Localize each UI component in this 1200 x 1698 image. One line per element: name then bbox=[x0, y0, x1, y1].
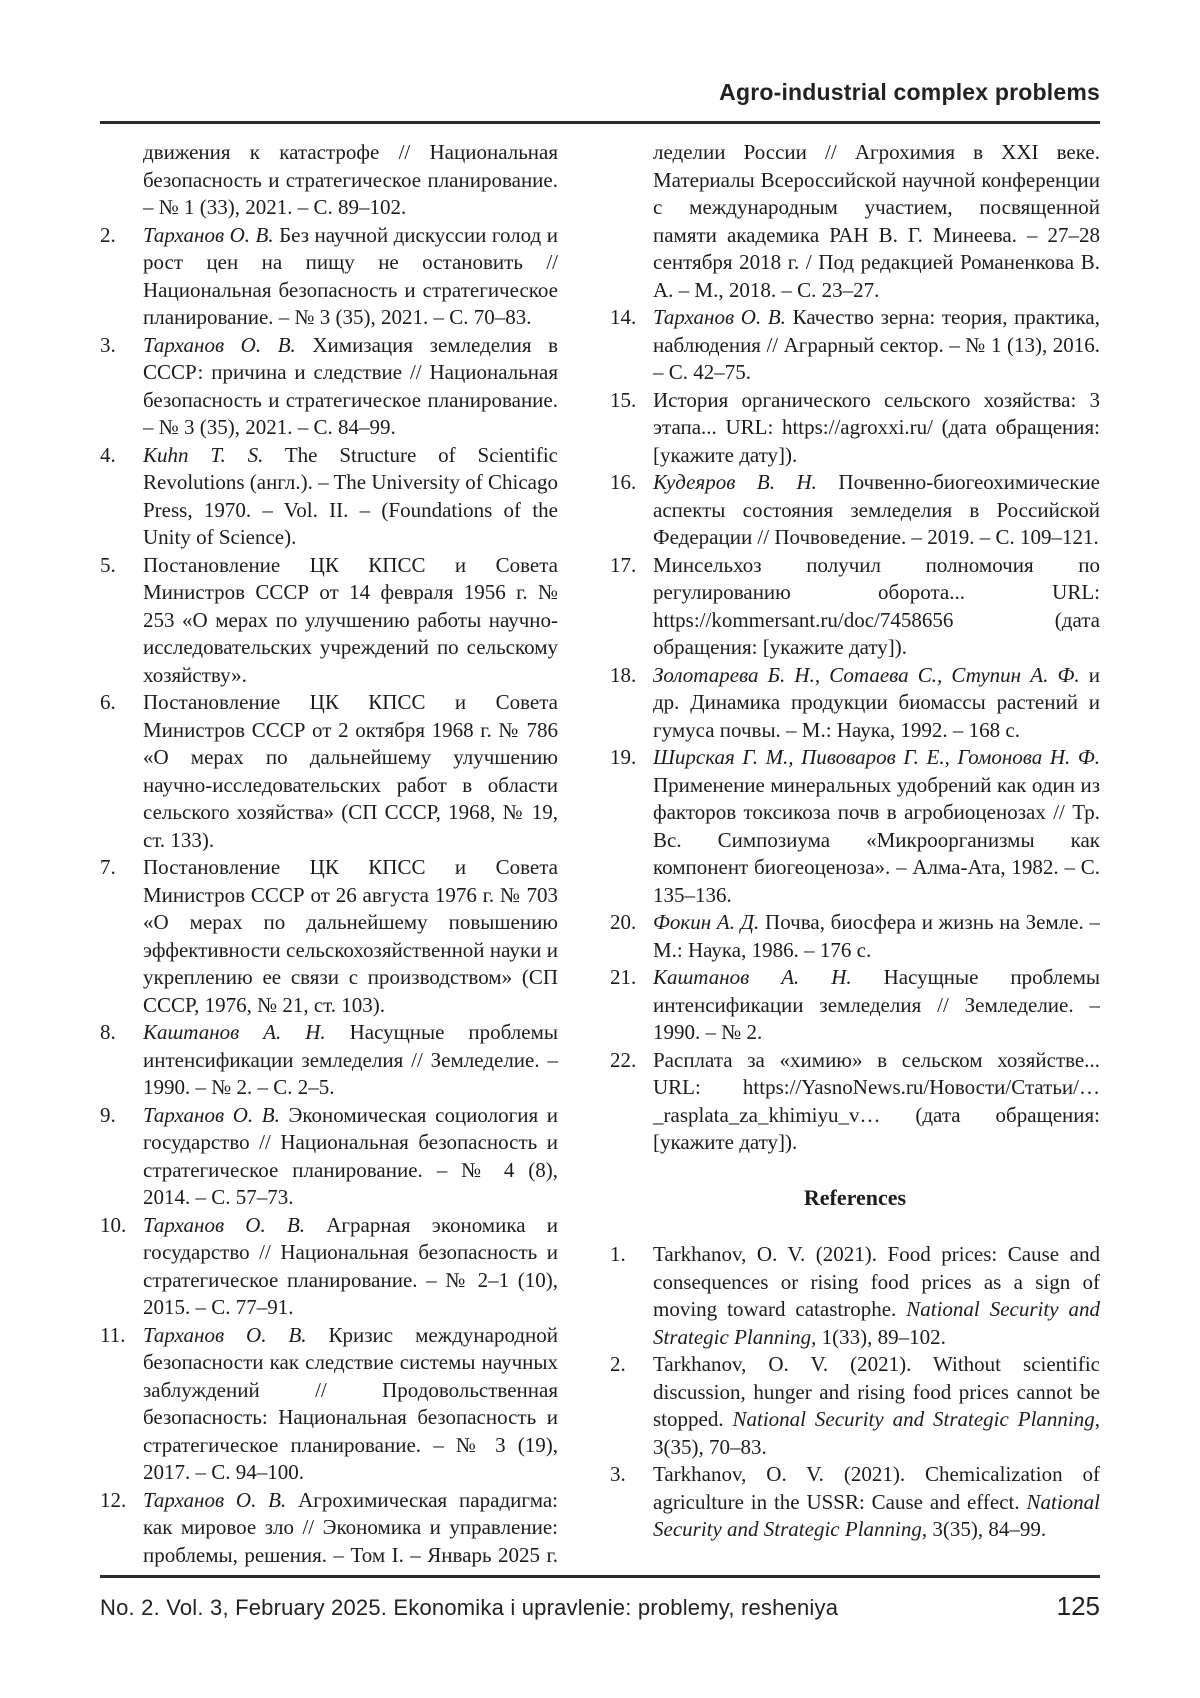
reference-number: 4. bbox=[100, 442, 116, 467]
reference-number: 8. bbox=[100, 1020, 116, 1044]
reference-number: 1. bbox=[610, 1242, 626, 1266]
reference-text: движения к катастрофе // Национальная безопасность и стратегическое планирование. – № 1 (33), 2021. – С. 89–102. bbox=[143, 140, 558, 219]
reference-text: Kuhn T. S. The Structure of Scientific Revolutions (англ.). – The University of Chicago Press, 1970. – Vol. II. – (Foundations of the Unity of Science). bbox=[143, 442, 558, 549]
bibliography-content bbox=[100, 139, 1100, 1571]
reference-number: 10. bbox=[100, 1212, 127, 1237]
reference-text: леделии России // Агрохимия в XXI веке. Материалы Всероссийской научной конференции с международным участием, посвященной памяти академика РАН В. Г. Минеева. – 27–28 сентября 2018 г. / Под редакцией Романенкова В. А. – М., 2018. – С. 23–27. bbox=[653, 140, 1100, 302]
reference-text: Тарханов О. В. Аграрная экономика и государство // Национальная безопасность и стратегическое планирование. – № 2–1 (10), 2015. – С. 77–91. bbox=[143, 1212, 558, 1319]
reference-item bbox=[610, 304, 1100, 387]
left-column bbox=[100, 139, 558, 1571]
reference-number: 7. bbox=[100, 855, 116, 879]
reference-text: Tarkhanov, O. V. (2021). Without scientific discussion, hunger and rising food prices cannot be stopped. National Security and Strategic Planning, 3(35), 70–83. bbox=[653, 1352, 1100, 1459]
reference-item bbox=[100, 1212, 558, 1322]
reference-item bbox=[610, 552, 1100, 662]
reference-text: Tarkhanov, O. V. (2021). Chemicalization of agriculture in the USSR: Cause and effect. National Security and Strategic Planning, 3(35), 84–99. bbox=[653, 1462, 1100, 1541]
reference-number: 12. bbox=[100, 1487, 127, 1512]
reference-text: Расплата за «химию» в сельском хозяйстве... URL: https://YasnoNews.ru/Новости/Статьи/…_rasplata_za_khimiyu_v… (дата обращения: [укажите дату]). bbox=[653, 1047, 1100, 1154]
reference-number: 15. bbox=[610, 387, 637, 412]
reference-text: Фокин А. Д. Почва, биосфера и жизнь на Земле. – М.: Наука, 1986. – 176 с. bbox=[653, 910, 1100, 962]
reference-number: 18. bbox=[610, 662, 637, 687]
reference-text: Tarkhanov, O. V. (2021). Food prices: Cause and consequences or rising food prices as a sign of moving toward catastrophe. National Security and Strategic Planning, 1(33), 89–102. bbox=[653, 1242, 1100, 1349]
reference-text: Тарханов О. В. Без научной дискуссии голод и рост цен на пищу не остановить // Национальная безопасность и стратегическое планирование. – № 3 (35), 2021. – С. 70–83. bbox=[143, 222, 558, 329]
running-head-title: Agro-industrial complex problems bbox=[719, 79, 1100, 105]
reference-text: Тарханов О. В. Кризис международной безопасности как следствие системы научных заблуждений // Продовольственная безопасность: Национальная безопасность и стратегическое планирование. – № 3 (19), 2017. – С. 94–100. bbox=[143, 1322, 558, 1484]
reference-number: 2. bbox=[610, 1352, 626, 1376]
reference-item bbox=[100, 552, 558, 690]
reference-item bbox=[100, 1102, 558, 1212]
reference-item bbox=[100, 1322, 558, 1487]
reference-text: Каштанов А. Н. Насущные проблемы интенсификации земледелия // Земледелие. – 1990. – № 2. – С. 2–5. bbox=[143, 1020, 558, 1099]
references-heading: References bbox=[803, 1184, 907, 1210]
reference-item bbox=[610, 909, 1100, 964]
reference-number: 9. bbox=[100, 1102, 116, 1127]
reference-number: 2. bbox=[100, 222, 116, 247]
reference-item bbox=[610, 469, 1100, 552]
reference-text: Постановление ЦК КПСС и Совета Министров СССР от 26 августа 1976 г. № 703 «О мерах по дальнейшему повышению эффективности сельскохозяйственной науки и укреплению ее связи с производством» (СП СССР, 1976, № 21, ст. 103). bbox=[143, 855, 558, 1017]
footer bbox=[100, 1591, 1100, 1622]
reference-text: Минсельхоз получил полномочия по регулированию оборота... URL: https://kommersant.ru/doc/7458656 (дата обращения: [укажите дату]). bbox=[653, 552, 1100, 659]
reference-text: Тарханов О. В. Качество зерна: теория, практика, наблюдения // Аграрный сектор. – № 1 (13), 2016. – С. 42–75. bbox=[653, 305, 1100, 384]
reference-text: Постановление ЦК КПСС и Совета Министров СССР от 14 февраля 1956 г. № 253 «О мерах по улучшению работы научно-исследовательских учреждений по сельскому хозяйству». bbox=[143, 552, 558, 687]
russian-reference-list-right bbox=[610, 139, 1100, 1157]
header-rule bbox=[100, 121, 1100, 124]
reference-item bbox=[100, 1487, 558, 1572]
reference-number: 20. bbox=[610, 910, 637, 934]
reference-number: 14. bbox=[610, 305, 637, 329]
reference-number: 3. bbox=[100, 332, 116, 357]
footer-area bbox=[0, 1571, 1200, 1698]
reference-number: 21. bbox=[610, 965, 637, 989]
reference-number: 19. bbox=[610, 745, 637, 769]
reference-number: 17. bbox=[610, 552, 637, 577]
reference-item bbox=[610, 1351, 1100, 1461]
reference-text: История органического сельского хозяйства: 3 этапа... URL: https://agroxxi.ru/ (дата обращения: [укажите дату]). bbox=[653, 387, 1100, 467]
reference-text: Постановление ЦК КПСС и Совета Министров СССР от 2 октября 1968 г. № 786 «О мерах по дальнейшему улучшению научно-исследовательских работ в области сельского хозяйства» (СП СССР, 1968, № 19, ст. 133). bbox=[143, 690, 558, 852]
english-reference-list bbox=[610, 1241, 1100, 1544]
reference-text: Золотарева Б. Н., Сотаева С., Ступин А. Ф. и др. Динамика продукции биомассы растений и гумуса почвы. – М.: Наука, 1992. – 168 с. bbox=[653, 662, 1100, 742]
reference-item bbox=[610, 387, 1100, 470]
footer-issue-line: No. 2. Vol. 3, February 2025. Ekonomika i upravlenie: problemy, resheniya bbox=[100, 1595, 839, 1620]
reference-item bbox=[610, 139, 1100, 304]
reference-text: Ширская Г. М., Пивоваров Г. Е., Гомонова Н. Ф. Применение минеральных удобрений как один из факторов токсикоза почв в агробиоценозах // Тр. Вс. Симпозиума «Микроорганизмы как компонент биогеоценоза». – Алма-Ата, 1982. – С. 135–136. bbox=[653, 745, 1100, 907]
reference-item bbox=[100, 442, 558, 552]
reference-text: Кудеяров В. Н. Почвенно-биогеохимические аспекты состояния земледелия в Российской Федерации // Почвоведение. – 2019. – С. 109–121. bbox=[653, 470, 1100, 549]
russian-reference-list-left bbox=[100, 139, 558, 1571]
reference-number: 3. bbox=[610, 1462, 626, 1486]
reference-item bbox=[100, 332, 558, 442]
reference-text: Тарханов О. В. Агрохимическая парадигма: как мировое зло // Экономика и управление: проблемы, решения. – Том I. – Январь 2025 г. bbox=[143, 1487, 558, 1567]
reference-item bbox=[100, 222, 558, 332]
reference-item bbox=[610, 1461, 1100, 1544]
footer-rule bbox=[100, 1575, 1100, 1578]
reference-text: Тарханов О. В. Химизация земледелия в СССР: причина и следствие // Национальная безопасность и стратегическое планирование. – № 3 (35), 2021. – С. 84–99. bbox=[143, 332, 558, 439]
reference-number: 16. bbox=[610, 470, 637, 494]
reference-item bbox=[100, 689, 558, 854]
page-number: 125 bbox=[1056, 1591, 1100, 1621]
reference-text: Каштанов А. Н. Насущные проблемы интенсификации земледелия // Земледелие. – 1990. – № 2. bbox=[653, 965, 1100, 1044]
reference-item bbox=[100, 139, 558, 222]
reference-item bbox=[610, 744, 1100, 909]
reference-item bbox=[100, 854, 558, 1019]
reference-number: 6. bbox=[100, 690, 116, 714]
reference-number: 5. bbox=[100, 552, 116, 577]
reference-item bbox=[610, 1241, 1100, 1351]
reference-number: 11. bbox=[100, 1322, 126, 1347]
reference-text: Тарханов О. В. Экономическая социология и государство // Национальная безопасность и стратегическое планирование. – № 4 (8), 2014. – С. 57–73. bbox=[143, 1102, 558, 1209]
reference-item bbox=[610, 1047, 1100, 1157]
reference-item bbox=[100, 1019, 558, 1102]
reference-item bbox=[610, 964, 1100, 1047]
reference-item bbox=[610, 662, 1100, 745]
right-column bbox=[610, 139, 1100, 1571]
reference-number: 22. bbox=[610, 1047, 637, 1072]
